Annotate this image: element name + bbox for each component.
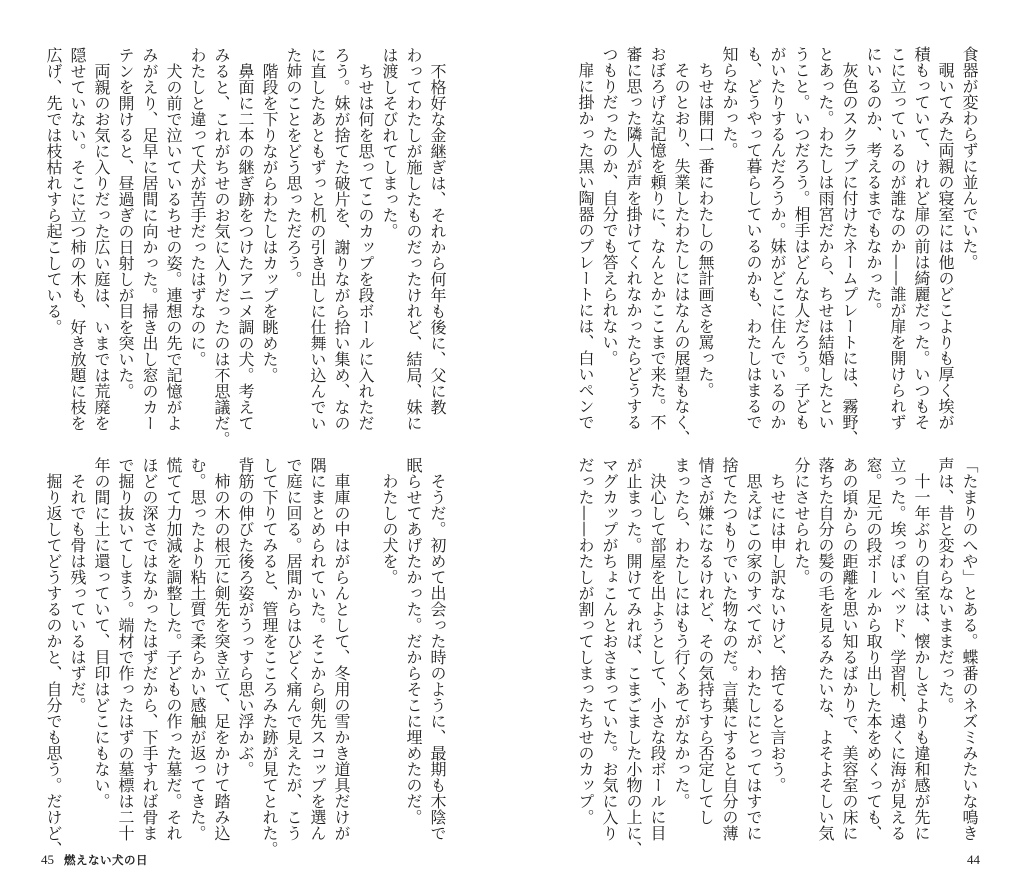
text-line: が止まった。開けてみれば、こまごました小物の上に、	[624, 457, 643, 857]
text-line: 決心して部屋を出ようとして、小さな段ボールに目	[648, 457, 667, 841]
text-line: 情さが嫌になるけれど、その気持ちすら否定してし	[696, 457, 715, 825]
text-line: 階段を下りながらわたしはカップを眺めた。	[260, 47, 279, 383]
text-line: こに立っているのが誰なのか——誰が扉を開けられず	[888, 46, 907, 430]
text-line: わたしと違って犬が苦手だったはずなのに。	[188, 47, 207, 367]
text-line: 十一年ぶりの自室は、懐かしさよりも違和感が先に	[912, 457, 931, 841]
text-line: 年の間に土に還っていて、目印はどこにもない。	[92, 457, 111, 809]
text-line: 捨てたつもりでいた物なのだ。言葉にすると自分の薄	[720, 457, 739, 841]
text-line: それでも骨は残っているはずだ。	[68, 457, 87, 713]
text-line: だった——わたしが割ってしまったちせのカップ。	[576, 457, 595, 825]
text-line: うこと。いつだろう。相手はどんな人だろう。子ども	[792, 46, 811, 430]
text-line: 犬の前で泣いているちせの姿。連想の先で記憶がよ	[164, 47, 183, 431]
text-line: た姉のことをどう思っただろう。	[284, 47, 303, 287]
text-line: む。思ったより粘土質で柔らかい感触が返ってきた。	[188, 457, 207, 841]
scene-break	[353, 457, 377, 841]
text-line: ちせは何を思ってこのカップを段ボールに入れただ	[356, 47, 375, 431]
running-title: 燃えない犬の日	[64, 853, 148, 867]
text-line: ちせは開口一番にわたしの無計画さを罵った。	[696, 46, 715, 398]
text-line: 眠らせてあげたかった。だからそこに埋めたのだ。	[404, 457, 423, 825]
text-line: 知らなかった。	[720, 46, 739, 158]
text-line: 慌てて力加減を調整した。子どもの作った墓だ。それ	[164, 457, 183, 841]
text-line: そうだ。初めて出会った時のように、最期も木陰で	[428, 457, 447, 841]
text-line: おぼろげな記憶を頼りに、なんとかここまで来た。不	[648, 46, 667, 430]
text-line: 審に思った隣人が声を掛けてくれなかったらどうする	[624, 46, 643, 430]
text-line: も、どうやって暮らしているのかも、わたしはまるで	[744, 46, 763, 430]
text-line: テンを開けると、昼過ぎの日射しが目を突いた。	[116, 47, 135, 399]
text-line: ろう。妹が捨てた破片を、謝りながら拾い集め、なの	[332, 47, 351, 431]
text-line: そのとおり、失業したわたしにはなんの展望もなく、	[672, 46, 691, 446]
text-line: に直したあともずっと机の引き出しに仕舞い込んでい	[308, 47, 327, 431]
text-line: わたしの犬を。	[380, 457, 399, 585]
page-number: 45	[41, 852, 54, 867]
text-line: みがえり、足早に居間に向かった。掃き出し窓のカー	[140, 47, 159, 431]
page-44-upper-block	[573, 46, 981, 446]
text-line: 両親のお気に入りだった広い庭は、いまでは荒廃を	[92, 47, 111, 431]
text-line: で掘り抜いてしまう。端材で作ったはずの墓標は二十	[116, 457, 135, 841]
text-line: つもりだったのか、自分でも答えられない。	[600, 46, 619, 366]
text-line: にいるのか、考えるまでもなかった。	[864, 46, 883, 318]
text-line: とあった。わたしは雨宮だから、ちせは結婚したとい	[816, 46, 835, 430]
text-line: で庭に回る。居間からはひどく痛んで見えたが、こう	[284, 457, 303, 841]
text-line: 食器が変わらずに並んでいた。	[960, 46, 979, 270]
text-line: がいたりするんだろうか。妹がどこに住んでいるのか	[768, 46, 787, 430]
text-line: あの頃からの距離を思い知るばかりで、美容室の床に	[840, 457, 859, 841]
text-line: 思えばこの家のすべてが、わたしにとってはすでに	[744, 457, 763, 841]
text-line: まったら、わたしにはもう行くあてがなかった。	[672, 457, 691, 809]
page-footer	[41, 852, 148, 868]
text-line: 扉に掛かった黒い陶器のプレートには、白いペンで	[576, 46, 595, 430]
text-line: 分にさせられた。	[792, 457, 811, 585]
text-line: ほどの深さではなかったはずだから、下手すれば骨ま	[140, 457, 159, 841]
text-line: 柿の木の根元に剣先を突き立て、足をかけて踏み込	[212, 457, 231, 841]
text-line: 隠せていない。そこに立つ柿の木も、好き放題に枝を	[68, 47, 87, 431]
text-line: 灰色のスクラブに付けたネームプレートには、霧野、	[840, 46, 859, 446]
text-line: 積もっていて、けれど扉の前は綺麗だった。いつもそ	[912, 46, 931, 430]
text-line: は渡しそびれてしまった。	[380, 47, 399, 239]
text-line: 背筋の伸びた後ろ姿がうっすら思い浮かぶ。	[236, 457, 255, 777]
page-number: 44	[967, 852, 980, 867]
text-line: 落ちた自分の髪の毛を見るみたいな、よそよそしい気	[816, 457, 835, 841]
page-45-lower-block	[41, 457, 449, 857]
text-line: 車庫の中はがらんとして、冬用の雪かき道具だけが	[332, 457, 351, 841]
text-line: 窓。足元の段ボールから取り出した本をめくっても、	[864, 457, 883, 841]
page-44-lower-block	[573, 457, 981, 857]
text-line: 声は、昔と変わらないままだった。	[936, 457, 955, 713]
page-footer	[967, 852, 980, 868]
text-line: 鼻面に二本の継ぎ跡をつけたアニメ調の犬。考えて	[236, 47, 255, 431]
page-44	[512, 0, 1024, 889]
text-line: 掘り返してどうするのかと、自分でも思う。だけど、	[44, 457, 63, 857]
text-line: 立った。埃っぽいベッド、学習机、遠くに海が見える	[888, 457, 907, 841]
text-line: 不格好な金継ぎは、それから何年も後に、父に教	[428, 47, 447, 415]
text-line: 広げ、先では枝枯れすら起こしている。	[44, 47, 63, 335]
text-line: 覗いてみた両親の寝室には他のどこよりも厚く埃が	[936, 46, 955, 430]
text-line: みると、これがちせのお気に入りだったのは不思議だ。	[212, 47, 231, 447]
text-line: マグカップがちょこんとおさまっていた。お気に入り	[600, 457, 619, 841]
text-line: 隅にまとめられていた。そこから剣先スコップを選ん	[308, 457, 327, 841]
page-45-upper-block	[41, 47, 449, 447]
text-line: わってわたしが施したものだったけれど、結局、妹に	[404, 47, 423, 431]
text-line: して下りてみると、管理をこころみた跡が見てとれた。	[260, 457, 279, 857]
text-line: ちせには申し訳ないけど、捨てると言おう。	[768, 457, 787, 793]
text-line: 「たまりのへや」とある。蝶番のネズミみたいな鳴き	[960, 457, 979, 841]
